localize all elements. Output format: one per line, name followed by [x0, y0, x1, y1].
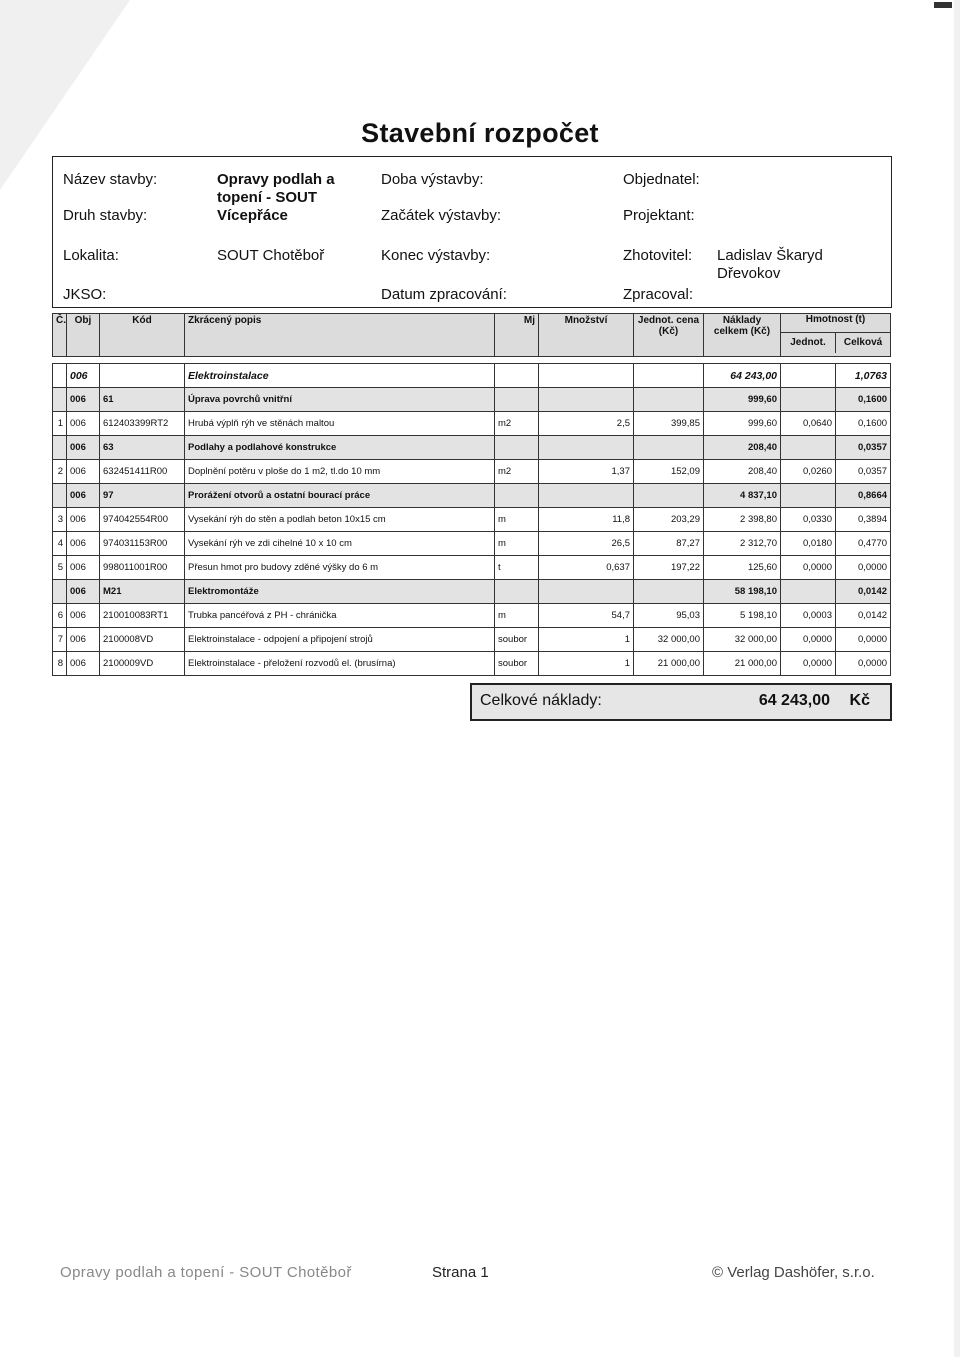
zpracoval-label: Zpracoval: [623, 286, 694, 303]
col-c: Č. [53, 314, 67, 357]
row-hm-celkova: 0,0000 [836, 556, 891, 580]
druh-label: Druh stavby: [63, 207, 148, 224]
col-kod: Kód [100, 314, 185, 357]
section-hm-jednot [781, 436, 836, 460]
section-naklady: 58 198,10 [704, 580, 781, 604]
row-c: 1 [53, 412, 67, 436]
section-cena [634, 388, 704, 412]
row-kod: 2100008VD [100, 628, 185, 652]
section-mj [495, 388, 539, 412]
col-jednot-cena: Jednot. cena (Kč) [634, 314, 704, 357]
col-mnozstvi: Množství [539, 314, 634, 357]
section-cena [634, 580, 704, 604]
row-cena: 21 000,00 [634, 652, 704, 676]
zhotovitel-value: Ladislav Škaryd Dřevokov [717, 247, 823, 282]
project-info-box [52, 156, 892, 308]
row-hm-jednot: 0,0260 [781, 460, 836, 484]
budget-table [52, 313, 891, 676]
row-mj: m2 [495, 460, 539, 484]
group-popis: Elektroinstalace [185, 364, 495, 388]
row-c: 4 [53, 532, 67, 556]
row-obj: 006 [67, 532, 100, 556]
row-mnozstvi: 26,5 [539, 532, 634, 556]
row-c: 8 [53, 652, 67, 676]
section-popis: Elektromontáže [185, 580, 495, 604]
section-mj [495, 436, 539, 460]
scan-mark [934, 2, 952, 8]
section-cena [634, 484, 704, 508]
row-mj: soubor [495, 652, 539, 676]
col-hm-celkova: Celková [843, 337, 883, 348]
row-hm-jednot: 0,0000 [781, 652, 836, 676]
table-row [53, 508, 891, 532]
row-cena: 203,29 [634, 508, 704, 532]
row-naklady: 999,60 [704, 412, 781, 436]
row-naklady: 2 312,70 [704, 532, 781, 556]
row-hm-celkova: 0,0142 [836, 604, 891, 628]
row-mj: m [495, 508, 539, 532]
row-hm-celkova: 0,0357 [836, 460, 891, 484]
section-cena [634, 436, 704, 460]
projektant-label: Projektant: [623, 207, 695, 224]
row-naklady: 5 198,10 [704, 604, 781, 628]
row-popis: Trubka pancéřová z PH - chránička [185, 604, 495, 628]
footer-project: Opravy podlah a topení - SOUT Chotěboř [60, 1264, 352, 1281]
row-mj: m2 [495, 412, 539, 436]
section-popis: Úprava povrchů vnitřní [185, 388, 495, 412]
konec-label: Konec výstavby: [381, 247, 491, 264]
row-cena: 399,85 [634, 412, 704, 436]
row-popis: Přesun hmot pro budovy zděné výšky do 6 m [185, 556, 495, 580]
section-row [53, 436, 891, 460]
table-row [53, 628, 891, 652]
row-c: 6 [53, 604, 67, 628]
section-hm-jednot [781, 388, 836, 412]
col-obj: Obj [67, 314, 100, 357]
row-popis: Doplnění potěru v ploše do 1 m2, tl.do 10 mm [185, 460, 495, 484]
section-kod: 61 [100, 388, 185, 412]
row-hm-jednot: 0,0180 [781, 532, 836, 556]
section-hm-jednot [781, 484, 836, 508]
row-kod: 632451411R00 [100, 460, 185, 484]
row-kod: 210010083RT1 [100, 604, 185, 628]
row-kod: 974031153R00 [100, 532, 185, 556]
col-naklady: Náklady celkem (Kč) [704, 314, 781, 357]
section-hm-celkova: 0,1600 [836, 388, 891, 412]
row-popis: Vysekání rýh do stěn a podlah beton 10x15 cm [185, 508, 495, 532]
table-row [53, 412, 891, 436]
row-c: 3 [53, 508, 67, 532]
jkso-label: JKSO: [63, 286, 107, 303]
group-row [53, 364, 891, 388]
row-popis: Hrubá výplň rýh ve stěnách maltou [185, 412, 495, 436]
section-c [53, 484, 67, 508]
section-obj: 006 [67, 580, 100, 604]
section-hm-celkova: 0,0357 [836, 436, 891, 460]
row-hm-celkova: 0,0000 [836, 628, 891, 652]
table-row [53, 604, 891, 628]
row-cena: 152,09 [634, 460, 704, 484]
section-hm-celkova: 0,0142 [836, 580, 891, 604]
row-naklady: 125,60 [704, 556, 781, 580]
row-mnozstvi: 2,5 [539, 412, 634, 436]
lokalita-label: Lokalita: [63, 247, 119, 264]
row-obj: 006 [67, 460, 100, 484]
row-obj: 006 [67, 412, 100, 436]
row-obj: 006 [67, 604, 100, 628]
row-cena: 32 000,00 [634, 628, 704, 652]
row-kod: 2100009VD [100, 652, 185, 676]
section-popis: Podlahy a podlahové konstrukce [185, 436, 495, 460]
table-body [53, 357, 891, 676]
zacatek-label: Začátek výstavby: [381, 207, 502, 224]
row-hm-jednot: 0,0330 [781, 508, 836, 532]
row-naklady: 32 000,00 [704, 628, 781, 652]
table-row [53, 556, 891, 580]
row-cena: 197,22 [634, 556, 704, 580]
row-obj: 006 [67, 556, 100, 580]
col-mj: Mj [495, 314, 539, 357]
datum-label: Datum zpracování: [381, 286, 507, 303]
section-popis: Prorážení otvorů a ostatní bourací práce [185, 484, 495, 508]
row-naklady: 21 000,00 [704, 652, 781, 676]
group-naklady: 64 243,00 [704, 364, 781, 388]
row-mnozstvi: 1,37 [539, 460, 634, 484]
row-hm-jednot: 0,0640 [781, 412, 836, 436]
row-hm-celkova: 0,1600 [836, 412, 891, 436]
row-c: 7 [53, 628, 67, 652]
section-mj [495, 484, 539, 508]
row-mnozstvi: 0,637 [539, 556, 634, 580]
lokalita-value: SOUT Chotěboř [217, 247, 325, 264]
row-mj: t [495, 556, 539, 580]
section-kod: M21 [100, 580, 185, 604]
section-naklady: 999,60 [704, 388, 781, 412]
section-obj: 006 [67, 388, 100, 412]
row-mj: soubor [495, 628, 539, 652]
row-mnozstvi: 54,7 [539, 604, 634, 628]
row-mnozstvi: 11,8 [539, 508, 634, 532]
row-c: 5 [53, 556, 67, 580]
section-obj: 006 [67, 436, 100, 460]
row-mnozstvi: 1 [539, 628, 634, 652]
row-hm-jednot: 0,0000 [781, 556, 836, 580]
row-obj: 006 [67, 628, 100, 652]
section-naklady: 208,40 [704, 436, 781, 460]
table-row [53, 652, 891, 676]
nazev-value: Opravy podlah a topení - SOUT Vícepřáce [217, 171, 335, 224]
scan-right-edge [954, 0, 960, 1357]
row-popis: Elektroinstalace - odpojení a připojení strojů [185, 628, 495, 652]
footer-page: Strana 1 [432, 1264, 489, 1281]
col-hmotnost: Hmotnost (t) [781, 314, 890, 333]
table-header-row [53, 314, 891, 357]
section-naklady: 4 837,10 [704, 484, 781, 508]
row-popis: Elektroinstalace - přeložení rozvodů el. (brusírna) [185, 652, 495, 676]
section-obj: 006 [67, 484, 100, 508]
row-naklady: 2 398,80 [704, 508, 781, 532]
row-cena: 87,27 [634, 532, 704, 556]
section-row [53, 388, 891, 412]
total-costs-box [470, 683, 892, 721]
table-row [53, 460, 891, 484]
section-mnozstvi [539, 484, 634, 508]
section-c [53, 436, 67, 460]
table-row [53, 532, 891, 556]
section-c [53, 580, 67, 604]
section-mnozstvi [539, 580, 634, 604]
zhotovitel-label: Zhotovitel: [623, 247, 693, 264]
row-hm-celkova: 0,4770 [836, 532, 891, 556]
total-value: 64 243,00 [758, 692, 830, 709]
row-hm-jednot: 0,0000 [781, 628, 836, 652]
section-hm-jednot [781, 580, 836, 604]
row-hm-celkova: 0,0000 [836, 652, 891, 676]
group-hm-celkova: 1,0763 [836, 364, 891, 388]
total-currency: Kč [849, 692, 870, 709]
col-hm-jednot: Jednot. [781, 333, 836, 353]
section-kod: 97 [100, 484, 185, 508]
row-kod: 998011001R00 [100, 556, 185, 580]
row-mnozstvi: 1 [539, 652, 634, 676]
group-obj: 006 [67, 364, 100, 388]
doba-label: Doba výstavby: [381, 171, 484, 188]
row-kod: 974042554R00 [100, 508, 185, 532]
col-popis: Zkrácený popis [185, 314, 495, 357]
section-hm-celkova: 0,8664 [836, 484, 891, 508]
row-kod: 612403399RT2 [100, 412, 185, 436]
row-obj: 006 [67, 508, 100, 532]
section-mnozstvi [539, 388, 634, 412]
row-hm-jednot: 0,0003 [781, 604, 836, 628]
section-c [53, 388, 67, 412]
row-cena: 95,03 [634, 604, 704, 628]
row-popis: Vysekání rýh ve zdi cihelné 10 x 10 cm [185, 532, 495, 556]
objednatel-label: Objednatel: [623, 171, 700, 188]
section-kod: 63 [100, 436, 185, 460]
section-mnozstvi [539, 436, 634, 460]
row-hm-celkova: 0,3894 [836, 508, 891, 532]
section-row [53, 580, 891, 604]
footer-copyright: © Verlag Dashöfer, s.r.o. [712, 1264, 875, 1281]
section-mj [495, 580, 539, 604]
row-c: 2 [53, 460, 67, 484]
total-label: Celkové náklady: [480, 692, 602, 709]
nazev-label: Název stavby: [63, 171, 158, 188]
row-mj: m [495, 604, 539, 628]
section-row [53, 484, 891, 508]
row-naklady: 208,40 [704, 460, 781, 484]
row-mj: m [495, 532, 539, 556]
row-obj: 006 [67, 652, 100, 676]
page-title: Stavební rozpočet [361, 118, 599, 148]
